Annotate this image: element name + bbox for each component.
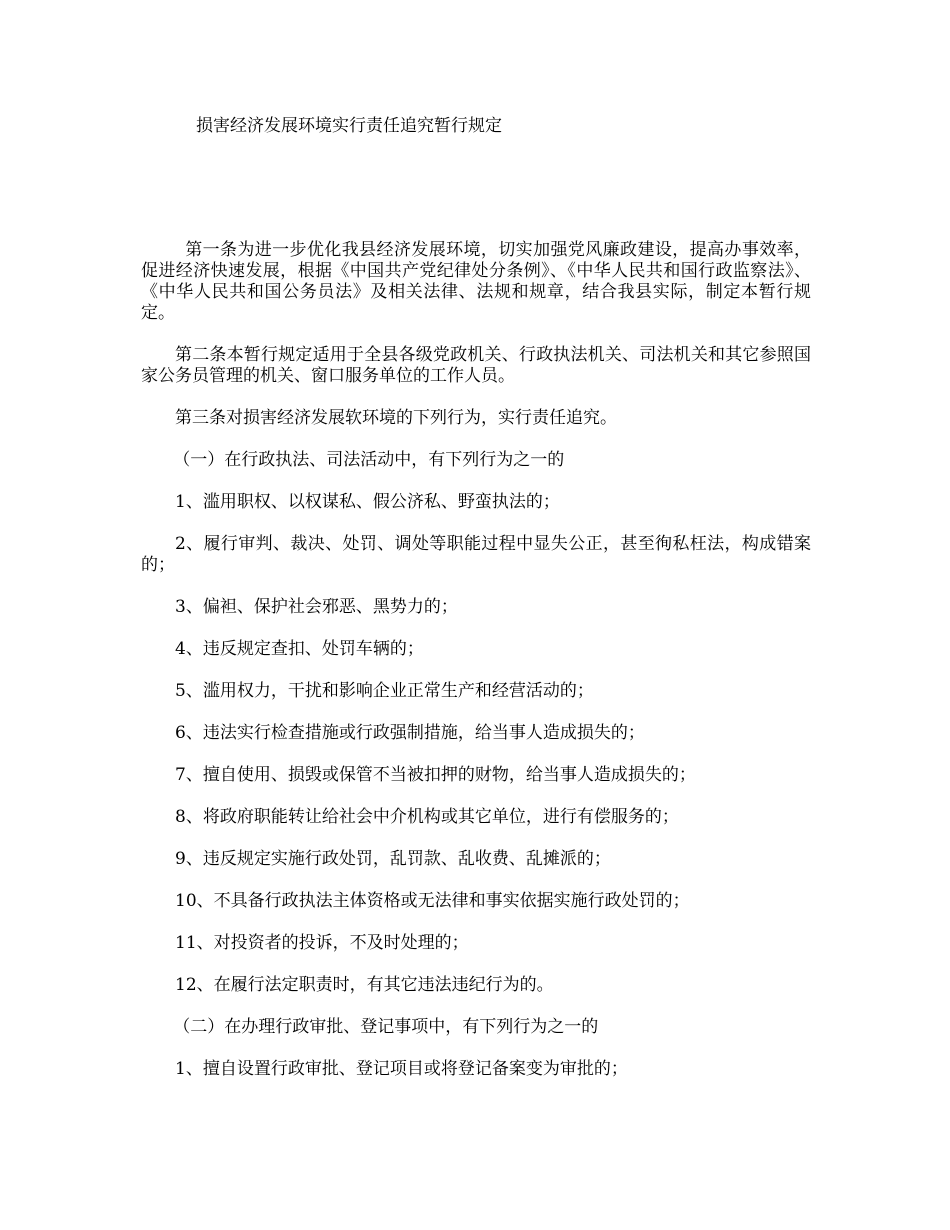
section-1-item-6: 6、违法实行检查措施或行政强制措施，给当事人造成损失的； — [175, 723, 645, 743]
section-1-item-12: 12、在履行法定职责时，有其它违法违纪行为的。 — [175, 975, 554, 995]
section-1-item-7: 7、擅自使用、损毁或保管不当被扣押的财物，给当事人造成损失的； — [175, 765, 696, 785]
section-1-heading: （一）在行政执法、司法活动中，有下列行为之一的 — [173, 450, 565, 470]
section-1-item-3: 3、偏袒、保护社会邪恶、黑势力的； — [175, 597, 458, 617]
section-2-heading: （二）在办理行政审批、登记事项中，有下列行为之一的 — [173, 1017, 599, 1037]
section-1-item-11: 11、对投资者的投诉，不及时处理的； — [175, 933, 469, 953]
section-1-item-4: 4、违反规定查扣、处罚车辆的； — [175, 639, 424, 659]
document-title: 损害经济发展环境实行责任追究暂行规定 — [196, 116, 502, 136]
document-body — [141, 240, 811, 1101]
article-2-paragraph: 第二条本暂行规定适用于全县各级党政机关、行政执法机关、司法机关和其它参照国家公务员管理的机关、窗口服务单位的工作人员。 — [141, 345, 811, 386]
section-1-item-9: 9、违反规定实施行政处罚，乱罚款、乱收费、乱摊派的； — [175, 849, 611, 869]
section-1-item-5: 5、滥用权力，干扰和影响企业正常生产和经营活动的； — [175, 681, 594, 701]
section-2-item-1: 1、擅自设置行政审批、登记项目或将登记备案变为审批的； — [175, 1059, 628, 1079]
article-1-paragraph: 第一条为进一步优化我县经济发展环境，切实加强党风廉政建设，提高办事效率，促进经济快速发展，根据《中国共产党纪律处分条例》、《中华人民共和国行政监察法》、《中华人民共和国公务员法》及相关法律、法规和规章，结合我县实际，制定本暂行规定。 — [141, 240, 811, 323]
section-1-item-10: 10、不具备行政执法主体资格或无法律和事实依据实施行政处罚的； — [175, 891, 690, 911]
section-1-item-1: 1、滥用职权、以权谋私、假公济私、野蛮执法的； — [175, 492, 560, 512]
section-1-item-8: 8、将政府职能转让给社会中介机构或其它单位，进行有偿服务的； — [175, 807, 679, 827]
section-1-item-2: 2、履行审判、裁决、处罚、调处等职能过程中显失公正，甚至徇私枉法，构成错案的； — [141, 534, 811, 575]
article-3-paragraph: 第三条对损害经济发展软环境的下列行为，实行责任追究。 — [175, 408, 617, 428]
